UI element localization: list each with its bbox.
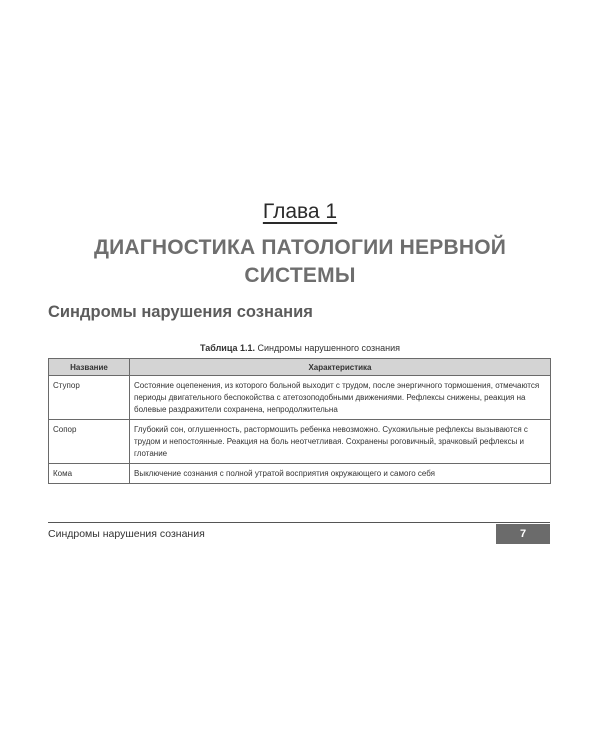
chapter-label: Глава 1 <box>262 200 338 223</box>
page-number: 7 <box>496 524 550 544</box>
chapter-title <box>40 234 560 290</box>
row-description: Глубокий сон, оглушенность, растормошить ребенка невозможно. Сухожильные рефлексы вызываются с трудом и непостоянные. Реакция на боль неотчетливая. Сохранены роговичный, зрачковый рефлексы и глотание <box>130 420 551 464</box>
table-caption-text: Синдромы нарушенного сознания <box>254 343 401 353</box>
row-name: Ступор <box>49 376 130 420</box>
chapter-title-line-2: СИСТЕМЫ <box>244 264 356 287</box>
table-row <box>49 464 551 484</box>
table-header-row <box>49 359 551 376</box>
row-name: Кома <box>49 464 130 484</box>
table-row <box>49 420 551 464</box>
row-description: Состояние оцепенения, из которого больной выходит с трудом, после энергичного тормошения, отмечаются периоды двигательного беспокойства с атетозоподобными движениями. Рефлексы снижены, реакция на болевые раздражители сохранена, непродолжительна <box>130 376 551 420</box>
footer-rule <box>48 522 550 523</box>
table-caption-number: Таблица 1.1. <box>199 343 255 353</box>
table-caption <box>48 343 552 353</box>
row-description: Выключение сознания с полной утратой восприятия окружающего и самого себя <box>130 464 551 484</box>
row-name: Сопор <box>49 420 130 464</box>
header-description: Характеристика <box>130 359 551 376</box>
section-title: Синдромы нарушения сознания <box>48 303 313 321</box>
table-row <box>49 376 551 420</box>
header-name: Название <box>49 359 130 376</box>
syndromes-table <box>48 358 551 484</box>
chapter-title-line-1: ДИАГНОСТИКА ПАТОЛОГИИ НЕРВНОЙ <box>93 236 507 259</box>
footer-running-title: Синдромы нарушения сознания <box>48 528 205 540</box>
